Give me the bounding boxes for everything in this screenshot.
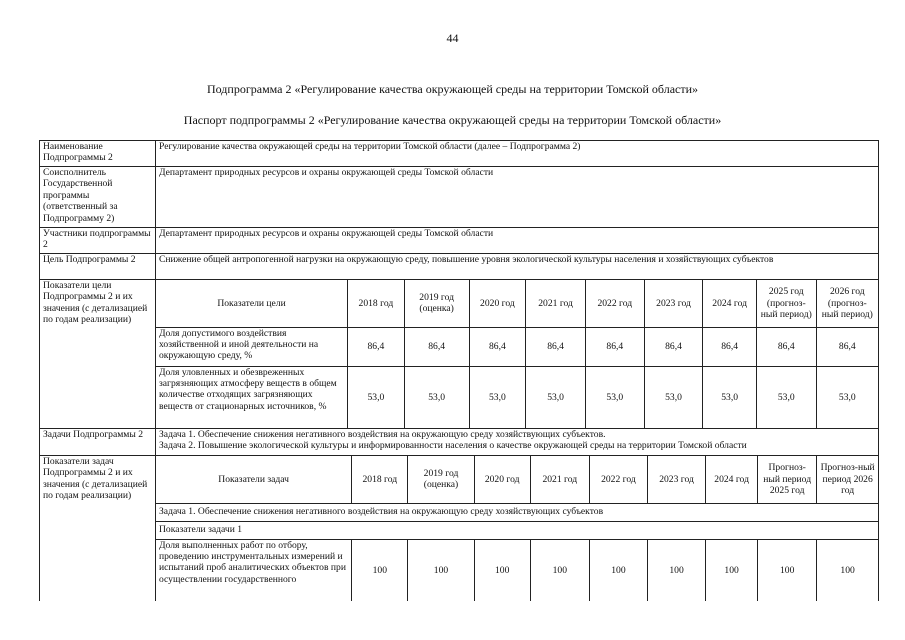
goal-indicators-cell: [156, 280, 879, 429]
col-header: 2022 год: [589, 456, 647, 503]
value-cell: 86,4: [756, 327, 816, 366]
row-label: Показатели цели Подпрограммы 2 и их значения (с детализацией по годам реализации): [40, 280, 156, 429]
value-cell: 86,4: [404, 327, 469, 366]
col-header: Прогноз-ный период 2025 год: [758, 456, 817, 503]
row-value: Снижение общей антропогенной нагрузки на окружающую среду, повышение уровня экологической культуры населения и хозяйствующих субъектов: [156, 254, 879, 280]
row-value: Регулирование качества окружающей среды на территории Томской области (далее – Подпрограмма 2): [156, 141, 879, 167]
row-value: Департамент природных ресурсов и охраны окружающей среды Томской области: [156, 228, 879, 254]
table-row: [156, 366, 878, 428]
row-goal-indicators: [40, 280, 879, 429]
row-label: Показатели задач Подпрограммы 2 и их значения (с детализацией по годам реализации): [40, 456, 156, 602]
task-1-title: Задача 1. Обеспечение снижения негативного воздействия на окружающую среду хозяйствующих субъектов: [156, 503, 878, 521]
value-cell: 100: [758, 539, 817, 601]
col-header: 2021 год: [526, 280, 586, 327]
task-indicators-table: [156, 456, 878, 601]
row-label: Задачи Подпрограммы 2: [40, 429, 156, 456]
value-cell: 100: [840, 564, 855, 576]
col-header: Показатели цели: [156, 280, 348, 327]
row-label: Участники подпрограммы 2: [40, 228, 156, 254]
value-cell: 100: [647, 539, 705, 601]
col-header: 2019 год (оценка): [404, 280, 469, 327]
value-cell: 86,4: [703, 327, 757, 366]
value-cell: 100: [530, 539, 589, 601]
row-label: Наименование Подпрограммы 2: [40, 141, 156, 167]
task-1-title-row: [156, 503, 878, 521]
row-tasks: [40, 429, 879, 456]
col-header: Прогноз-ный период 2026 год: [817, 456, 878, 503]
passport-table: [39, 140, 879, 602]
row-value: Департамент природных ресурсов и охраны окружающей среды Томской области: [156, 167, 879, 228]
row-goal: [40, 254, 879, 280]
value-cell: 53,0: [404, 366, 469, 428]
value-cell: 86,4: [469, 327, 526, 366]
value-cell: 53,0: [585, 366, 644, 428]
row-task-indicators: [40, 456, 879, 602]
value-cell: 100: [589, 539, 647, 601]
value-cell: 100: [408, 539, 474, 601]
table-row: [156, 539, 878, 601]
row-coexecutor: [40, 167, 879, 228]
task-1-subtitle-row: [156, 521, 878, 539]
indicator-name: Доля выполненных работ по отбору, проведению инструментальных измерений и испытаний проб аналитических объектов при осуществлении государственного: [156, 539, 352, 601]
value-cell: 100: [352, 539, 408, 601]
value-cell: 86,4: [585, 327, 644, 366]
col-header: 2019 год (оценка): [408, 456, 474, 503]
value-cell: 53,0: [526, 366, 586, 428]
row-value: [156, 429, 879, 456]
task-2: Задача 2. Повышение экологической культуры и информированности населения о качестве окружающей среды на территории Томской области: [159, 440, 747, 452]
col-header: 2018 год: [348, 280, 405, 327]
col-header: 2024 год: [703, 280, 757, 327]
goal-indicators-table: [156, 280, 878, 428]
col-header: 2020 год: [474, 456, 530, 503]
indicator-name: Доля уловленных и обезвреженных загрязняющих атмосферу веществ в общем количестве отходящих загрязняющих веществ от стационарных источников, %: [156, 366, 348, 428]
value-cell: 53,0: [756, 366, 816, 428]
value-cell: 53,0: [348, 366, 405, 428]
value-cell: 53,0: [469, 366, 526, 428]
goal-indicators-header: [156, 280, 878, 327]
table-row: [156, 327, 878, 366]
task-1-subtitle: Показатели задачи 1: [156, 521, 878, 539]
col-header: 2022 год: [585, 280, 644, 327]
col-header: 2023 год: [647, 456, 705, 503]
task-indicators-header: [156, 456, 878, 503]
page-bottom-margin: [0, 601, 905, 640]
value-cell: 53,0: [644, 366, 703, 428]
passport-title: Паспорт подпрограммы 2 «Регулирование качества окружающей среды на территории Томской области»: [183, 113, 722, 127]
col-header: 2023 год: [644, 280, 703, 327]
row-name: [40, 141, 879, 167]
col-header: 2020 год: [469, 280, 526, 327]
value-cell: 100: [474, 539, 530, 601]
page-number: 44: [446, 31, 459, 45]
col-header: 2018 год: [352, 456, 408, 503]
value-cell: 53,0: [703, 366, 757, 428]
value-cell: 86,4: [816, 327, 878, 366]
value-cell: 100: [706, 539, 758, 601]
col-header: Показатели задач: [156, 456, 352, 503]
row-participants: [40, 228, 879, 254]
task-indicators-cell: [156, 456, 879, 602]
task-1: Задача 1. Обеспечение снижения негативного воздействия на окружающую среду хозяйствующих субъектов.: [159, 429, 606, 440]
indicator-name: Доля допустимого воздействия хозяйственной и иной деятельности на окружающую среду, %: [156, 327, 348, 366]
value-cell: 86,4: [348, 327, 405, 366]
subprogram-title: Подпрограмма 2 «Регулирование качества окружающей среды на территории Томской области»: [206, 82, 699, 96]
value-cell: 86,4: [526, 327, 586, 366]
value-cell: 86,4: [644, 327, 703, 366]
col-header: 2026 год (прогноз-ный период): [816, 280, 878, 327]
row-label: Соисполнитель Государственной программы (ответственный за Подпрограмму 2): [40, 167, 156, 228]
value-cell: 53,0: [838, 391, 856, 403]
col-header: 2025 год (прогноз-ный период): [756, 280, 816, 327]
col-header: 2021 год: [530, 456, 589, 503]
row-label: Цель Подпрограммы 2: [40, 254, 156, 280]
col-header: 2024 год: [706, 456, 758, 503]
